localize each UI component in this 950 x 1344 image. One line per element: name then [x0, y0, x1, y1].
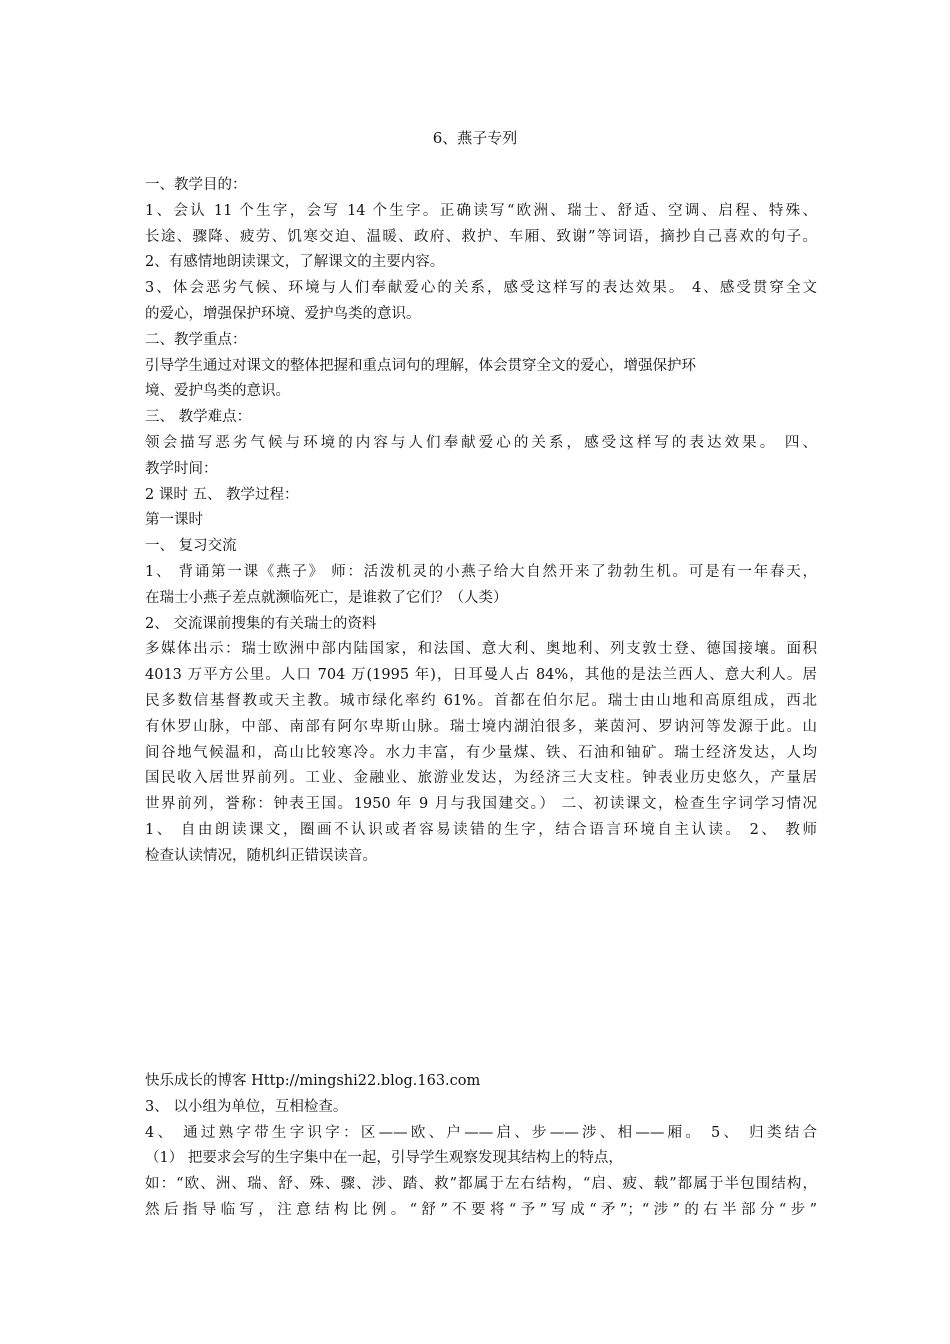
- heading-key-points: 二、教学重点：: [145, 331, 247, 348]
- paragraph-line: 境、爱护鸟类的意识。: [145, 383, 290, 400]
- heading-review: 一、 复习交流: [145, 538, 237, 555]
- paragraph-line: 4、 通过熟字带生字识字：区——欧、户——启、步——涉、相——厢。 5、 归类结合: [145, 1124, 817, 1141]
- paragraph-line: 2、 交流课前搜集的有关瑞士的资料: [145, 615, 377, 632]
- paragraph-line: 3、 以小组为单位，互相检查。: [145, 1098, 348, 1115]
- paragraph-line: 民多数信基督教或天主教。城市绿化率约 61%。首都在伯尔尼。瑞士由山地和高原组成，西北: [145, 692, 817, 709]
- paragraph-line: 长途、骤降、疲劳、饥寒交迫、温暖、政府、救护、车厢、致谢”等词语，摘抄自己喜欢的句子。: [145, 228, 817, 245]
- paragraph-line: 4013 万平方公里。人口 704 万(1995 年)，日耳曼人占 84%，其他的是法兰西人、意大利人。居: [145, 667, 817, 684]
- paragraph-line: 引导学生通过对课文的整体把握和重点词句的理解，体会贯穿全文的爱心，增强保护环: [145, 357, 696, 374]
- lesson-plan-continued: [145, 1069, 817, 1224]
- paragraph-line: 2 课时 五、 教学过程：: [145, 486, 299, 503]
- paragraph-line: 检查认读情况，随机纠正错误读音。: [145, 847, 377, 864]
- paragraph-line: 世界前列，誉称：钟表王国。1950 年 9 月与我国建交。） 二、初读课文，检查生字词学习情况: [145, 796, 817, 813]
- blog-footer-text: 快乐成长的博客 Http://mingshi22.blog.163.com: [145, 1073, 481, 1089]
- paragraph-line: 1、 自由朗读课文，圈画不认识或者容易读错的生字，结合语言环境自主认读。 2、 教师: [145, 821, 817, 838]
- paragraph-line: 3、体会恶劣气候、环境与人们奉献爱心的关系，感受这样写的表达效果。 4、感受贯穿全文: [145, 280, 817, 297]
- lesson-plan-body: [145, 173, 817, 870]
- heading-teaching-goals: 一、教学目的：: [145, 177, 247, 193]
- paragraph-line: 有休罗山脉，中部、南部有阿尔卑斯山脉。瑞士境内湖泊很多，莱茵河、罗讷河等发源于此。山: [145, 718, 817, 735]
- paragraph-line: 的爱心，增强保护环境、爱护鸟类的意识。: [145, 305, 421, 322]
- document-title: 6、燕子专列: [432, 129, 518, 147]
- paragraph-line: 2、有感情地朗读课文，了解课文的主要内容。: [145, 254, 445, 271]
- paragraph-line: 领会描写恶劣气候与环境的内容与人们奉献爱心的关系，感受这样写的表达效果。 四、: [145, 434, 817, 451]
- paragraph-line: 然后指导临写，注意结构比例。“舒”不要将“予”写成“矛”；“涉”的右半部分“步”: [145, 1201, 817, 1218]
- heading-first-lesson: 第一课时: [145, 512, 203, 529]
- heading-difficulties: 三、 教学难点：: [145, 409, 252, 426]
- paragraph-line: 多媒体出示：瑞士欧洲中部内陆国家，和法国、意大利、奥地利、列支敦士登、德国接壤。面积: [145, 641, 817, 658]
- paragraph-line: 如：“欧、洲、瑞、舒、殊、骤、涉、踏、救”都属于左右结构，“启、疲、载”都属于半包围结构，: [145, 1176, 817, 1193]
- paragraph-line: 1、 背诵第一课《燕子》 师：活泼机灵的小燕子给大自然开来了勃勃生机。可是有一年春天，: [145, 563, 817, 580]
- heading-teaching-time: 教学时间：: [145, 460, 218, 477]
- paragraph-line: 1、会认 11 个生字，会写 14 个生字。正确读写“欧洲、瑞士、舒适、空调、启程、特殊、: [145, 202, 817, 219]
- paragraph-line: 在瑞士小燕子差点就濒临死亡，是谁救了它们？（人类）: [145, 589, 508, 606]
- paragraph-line: （1） 把要求会写的生字集中在一起，引导学生观察发现其结构上的特点，: [145, 1150, 623, 1167]
- paragraph-line: 间谷地气候温和，高山比较寒冷。水力丰富，有少量煤、铁、石油和铀矿。瑞士经济发达，人均: [145, 744, 817, 761]
- paragraph-line: 国民收入居世界前列。工业、金融业、旅游业发达，为经济三大支柱。钟表业历史悠久，产量居: [145, 770, 817, 787]
